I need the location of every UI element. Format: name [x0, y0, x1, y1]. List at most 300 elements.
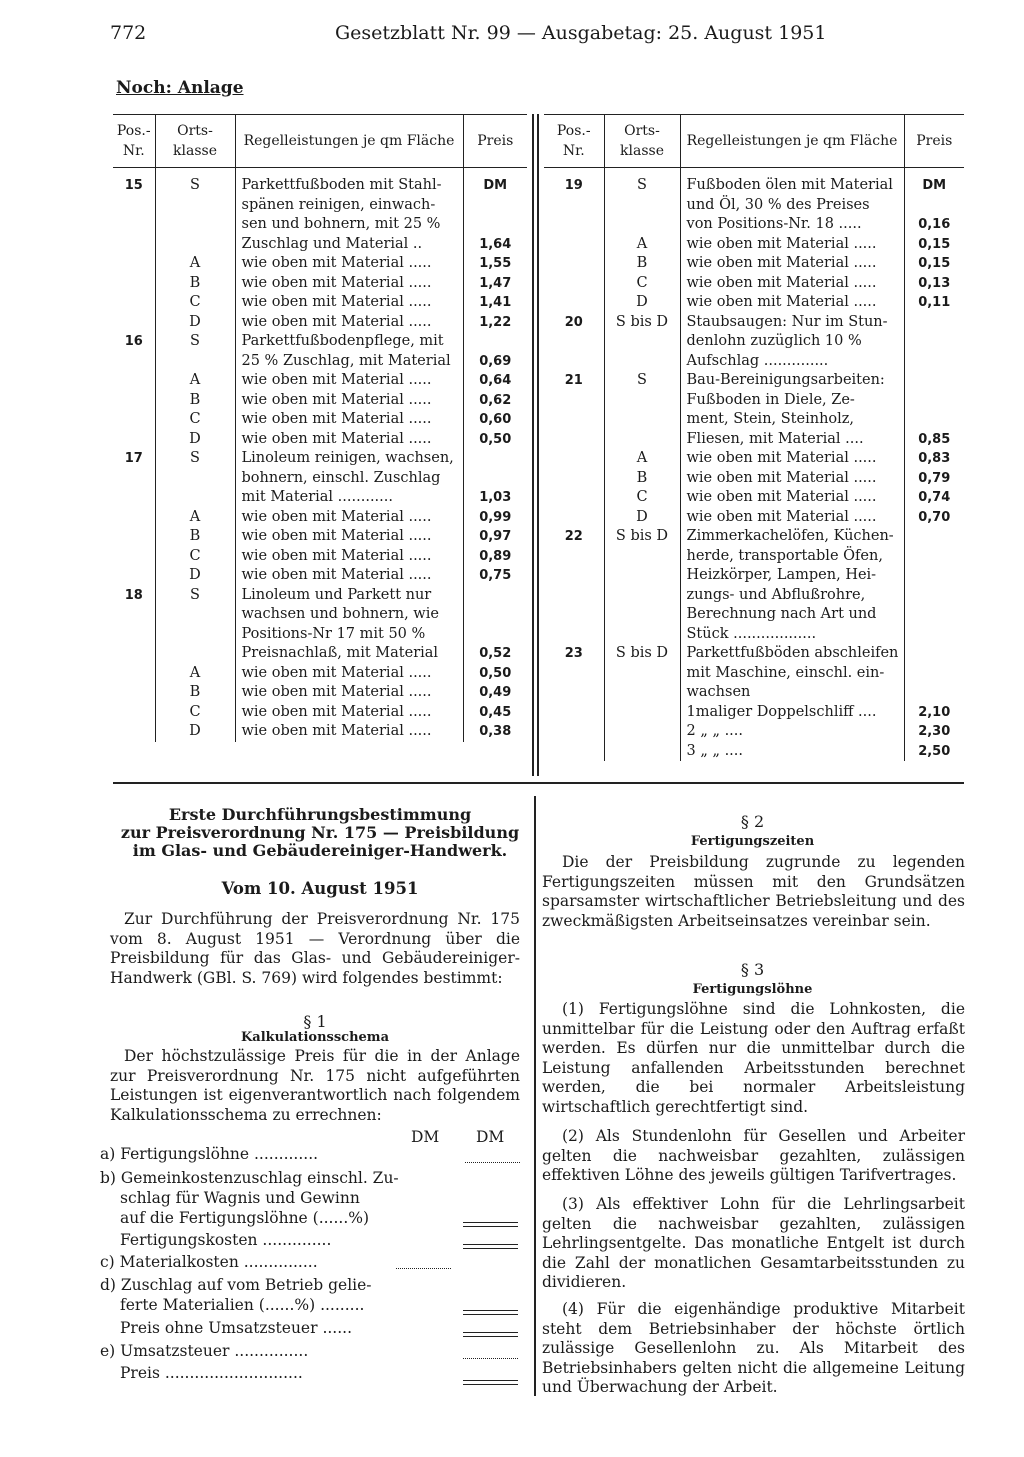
leistung-text: wie oben mit Material .....	[680, 508, 904, 528]
decree-date: Vom 10. August 1951	[221, 879, 419, 898]
preis-value: DM	[463, 176, 527, 196]
pos-number	[544, 215, 604, 235]
leistung-text: wie oben mit Material .....	[235, 430, 463, 450]
ortsklasse: C	[155, 703, 235, 723]
ortsklasse	[604, 430, 680, 450]
pos-number	[113, 664, 155, 684]
ortsklasse: B	[155, 527, 235, 547]
pos-number	[544, 625, 604, 645]
fill-line	[463, 1358, 518, 1359]
preis-value	[904, 352, 964, 372]
pos-number: 16	[124, 334, 143, 349]
table-row	[544, 664, 964, 684]
kalk-row-preis-ohne-ust: Preis ohne Umsatzsteuer ......	[120, 1319, 353, 1337]
pos-number	[544, 410, 604, 430]
leistung-text: Fußboden ölen mit Material	[680, 176, 904, 196]
ortsklasse: S	[604, 176, 680, 196]
section-1-text: Der höchstzulässige Preis für die in der Anlage zur Preisverordnung Nr. 175 nicht aufgeführten Leistungen ist eigenverantwortlich nach folgendem Kalkulationsschema zu errechnen:	[110, 1047, 520, 1124]
preis-value: 1,55	[463, 254, 527, 274]
preis-value	[904, 410, 964, 430]
pos-number	[113, 683, 155, 703]
ortsklasse: S	[155, 586, 235, 606]
pos-number	[113, 254, 155, 274]
ortsklasse	[155, 196, 235, 216]
table-header-row	[544, 115, 964, 168]
pos-number	[113, 722, 155, 742]
preis-value: 0,16	[904, 215, 964, 235]
ortsklasse: C	[155, 410, 235, 430]
pos-number	[544, 547, 604, 567]
preis-value: 0,11	[904, 293, 964, 313]
section-2-number: § 2	[740, 812, 765, 831]
preis-value: 2,30	[904, 722, 964, 742]
kalk-row-c: c) Materialkosten ...............	[100, 1253, 318, 1271]
leistung-text: Berechnung nach Art und	[680, 605, 904, 625]
table-row	[113, 508, 527, 528]
preis-value	[463, 469, 527, 489]
pos-number	[544, 469, 604, 489]
pos-number	[544, 332, 604, 352]
preis-value	[904, 644, 964, 664]
table-row	[544, 566, 964, 586]
table-row	[544, 215, 964, 235]
preis-value: 0,45	[463, 703, 527, 723]
kalk-row-d1: d) Zuschlag auf vom Betrieb gelie-	[100, 1276, 372, 1294]
leistung-text: wie oben mit Material .....	[235, 683, 463, 703]
leistung-text: wie oben mit Material .....	[235, 410, 463, 430]
section-2-title: Fertigungszeiten	[690, 834, 815, 849]
table-row	[544, 352, 964, 372]
ortsklasse: S bis D	[604, 644, 680, 664]
ortsklasse	[604, 391, 680, 411]
ortsklasse	[604, 332, 680, 352]
ortsklasse: C	[604, 274, 680, 294]
preis-value: 0,38	[463, 722, 527, 742]
preis-value: 2,50	[904, 742, 964, 762]
preis-value	[463, 196, 527, 216]
leistung-text: wie oben mit Material .....	[235, 274, 463, 294]
preis-value: 1,22	[463, 313, 527, 333]
spacer-row	[113, 168, 527, 177]
preis-value: 0,15	[904, 235, 964, 255]
preis-value: 0,74	[904, 488, 964, 508]
table-row	[113, 352, 527, 372]
leistung-text: wie oben mit Material .....	[235, 664, 463, 684]
leistung-text: sen und bohnern, mit 25 %	[235, 215, 463, 235]
pos-number	[544, 391, 604, 411]
ortsklasse: S	[155, 449, 235, 469]
preis-value	[904, 566, 964, 586]
fill-line	[396, 1268, 451, 1269]
table-row	[544, 625, 964, 645]
preis-value	[904, 547, 964, 567]
leistung-text: Aufschlag ..............	[680, 352, 904, 372]
preis-value	[904, 371, 964, 391]
pos-number	[544, 722, 604, 742]
section-3-paragraph-4: (4) Für die eigenhändige produktive Mitarbeit steht dem Betriebsinhaber der höchste örtlich zulässige Gesellenlohn zu. Als Mitarbeit des Betriebsinhabers gelten nicht die allgemeine Leitung und Überwachung der Arbeit.	[542, 1300, 965, 1396]
fill-line	[465, 1162, 520, 1163]
price-table-right	[544, 114, 964, 761]
preis-value: 0,15	[904, 254, 964, 274]
table-row	[113, 586, 527, 606]
preis-value	[463, 215, 527, 235]
table-row	[544, 313, 964, 333]
ortsklasse	[604, 547, 680, 567]
pos-number	[544, 488, 604, 508]
preis-value	[463, 449, 527, 469]
preis-value	[904, 625, 964, 645]
ortsklasse	[604, 352, 680, 372]
leistung-text: wie oben mit Material .....	[235, 254, 463, 274]
header-preis: Preis	[904, 115, 964, 168]
ortsklasse	[155, 625, 235, 645]
ortsklasse: D	[155, 722, 235, 742]
leistung-text: Stück ..................	[680, 625, 904, 645]
leistung-text: denlohn zuzüglich 10 %	[680, 332, 904, 352]
preis-value	[463, 625, 527, 645]
preis-value	[463, 605, 527, 625]
table-row	[113, 488, 527, 508]
leistung-text: Staubsaugen: Nur im Stun-	[680, 313, 904, 333]
section-3-paragraph-1: (1) Fertigungslöhne sind die Lohnkosten, die unmittelbar für die Leistung oder den Auftrag erfaßt werden. Es dürfen nur die unmittelbar durch die Leistung anfallenden Arbeitsstunden berechnet werden, die bei normaler Arbeitsleistung wirtschaftlich gerechtfertigt sind.	[542, 1000, 965, 1116]
table-row	[113, 176, 527, 196]
leistung-text: mit Maschine, einschl. ein-	[680, 664, 904, 684]
ortsklasse: A	[155, 254, 235, 274]
table-row	[113, 625, 527, 645]
preis-value	[904, 605, 964, 625]
ortsklasse	[155, 469, 235, 489]
table-row	[113, 566, 527, 586]
ortsklasse	[604, 586, 680, 606]
pos-number	[113, 605, 155, 625]
preis-value: 0,89	[463, 547, 527, 567]
pos-number	[113, 547, 155, 567]
ortsklasse: A	[604, 235, 680, 255]
pos-number	[544, 449, 604, 469]
ortsklasse	[604, 664, 680, 684]
table-row	[544, 176, 964, 196]
table-row	[544, 644, 964, 664]
preis-value	[463, 332, 527, 352]
preis-value: 1,03	[463, 488, 527, 508]
section-2-text: Die der Preisbildung zugrunde zu legenden Fertigungszeiten müssen mit den Grundsätzen sparsamster wirtschaftlicher Betriebsleitung und des zweckmäßigsten Arbeitseinsatzes vereinbar sein.	[542, 853, 965, 930]
kalk-row-a: a) Fertigungslöhne .............	[100, 1145, 319, 1163]
table-row	[113, 683, 527, 703]
pos-number	[113, 410, 155, 430]
sum-line	[463, 1310, 518, 1315]
header-ortsklasse: Orts- klasse	[604, 115, 680, 168]
leistung-text: Fußboden in Diele, Ze-	[680, 391, 904, 411]
table-row	[544, 527, 964, 547]
preis-value	[904, 391, 964, 411]
section-1-title: Kalkulationsschema	[240, 1030, 389, 1045]
leistung-text: 2 „ „ ....	[680, 722, 904, 742]
header-pos: Pos.- Nr.	[113, 115, 155, 168]
preis-value: 2,10	[904, 703, 964, 723]
table-row	[113, 469, 527, 489]
preis-value: 0,97	[463, 527, 527, 547]
sum-line	[463, 1332, 518, 1337]
ortsklasse: A	[155, 508, 235, 528]
pos-number	[544, 664, 604, 684]
preis-value: 1,47	[463, 274, 527, 294]
preis-value: 0,50	[463, 430, 527, 450]
ortsklasse: B	[155, 274, 235, 294]
leistung-text: wie oben mit Material .....	[235, 547, 463, 567]
table-row	[544, 547, 964, 567]
pos-number	[544, 586, 604, 606]
pos-number	[113, 644, 155, 664]
pos-number	[544, 683, 604, 703]
leistung-text: Parkettfußbodenpflege, mit	[235, 332, 463, 352]
ortsklasse: B	[155, 683, 235, 703]
preis-value	[904, 527, 964, 547]
section-3-title: Fertigungslöhne	[692, 982, 813, 997]
ortsklasse	[604, 566, 680, 586]
header-regelleistungen: Regelleistungen je qm Fläche	[235, 115, 463, 168]
header-pos: Pos.- Nr.	[544, 115, 604, 168]
table-row	[113, 332, 527, 352]
table-row	[113, 196, 527, 216]
ortsklasse: C	[155, 547, 235, 567]
table-row	[113, 313, 527, 333]
ortsklasse: B	[155, 391, 235, 411]
leistung-text: mit Material ............	[235, 488, 463, 508]
table-row	[113, 274, 527, 294]
pos-number	[113, 235, 155, 255]
pos-number	[113, 703, 155, 723]
decree-title-line: im Glas- und Gebäudereiniger-Handwerk.	[132, 841, 508, 860]
ortsklasse: S	[155, 332, 235, 352]
leistung-text: zungs- und Abflußrohre,	[680, 586, 904, 606]
pos-number	[113, 371, 155, 391]
preis-value	[463, 586, 527, 606]
ortsklasse: A	[155, 664, 235, 684]
page-number: 772	[110, 22, 147, 44]
pos-number	[544, 254, 604, 274]
table-row	[544, 371, 964, 391]
pos-number	[113, 430, 155, 450]
pos-number	[113, 352, 155, 372]
section-3-paragraph-3: (3) Als effektiver Lohn für die Lehrlingsarbeit gelten die nachweisbar gezahlten, zulässigen Lehrlingsentgelte. Das monatliche Entgelt ist durch die Zahl der monatlichen Gesamtarbeitsstunden zu dividieren.	[542, 1195, 965, 1291]
leistung-text: Zuschlag und Material ..	[235, 235, 463, 255]
pos-number	[544, 566, 604, 586]
text-column-divider	[534, 796, 536, 1396]
leistung-text: wie oben mit Material .....	[680, 235, 904, 255]
leistung-text: Zimmerkachelöfen, Küchen-	[680, 527, 904, 547]
pos-number	[113, 391, 155, 411]
pos-number: 22	[564, 529, 583, 544]
preis-value: 0,50	[463, 664, 527, 684]
preis-value: 0,69	[463, 352, 527, 372]
leistung-text: wie oben mit Material .....	[235, 527, 463, 547]
table-row	[544, 293, 964, 313]
table-bottom-rule	[113, 782, 964, 784]
table-row	[544, 254, 964, 274]
table-row	[113, 664, 527, 684]
table-row	[113, 410, 527, 430]
table-row	[544, 605, 964, 625]
leistung-text: 25 % Zuschlag, mit Material	[235, 352, 463, 372]
decree-intro: Zur Durchführung der Preisverordnung Nr. 175 vom 8. August 1951 — Verordnung über die Preisbildung für das Glas- und Gebäudereiniger-Handwerk (GBl. S. 769) wird folgendes bestimmt:	[110, 910, 520, 987]
ortsklasse	[604, 625, 680, 645]
ortsklasse: D	[155, 566, 235, 586]
leistung-text: wie oben mit Material .....	[680, 488, 904, 508]
leistung-text: Preisnachlaß, mit Material	[235, 644, 463, 664]
ortsklasse	[155, 488, 235, 508]
preis-value: 1,41	[463, 293, 527, 313]
pos-number	[113, 215, 155, 235]
pos-number	[544, 293, 604, 313]
kalk-col-dm-1: DM	[411, 1128, 440, 1146]
table-row	[544, 488, 964, 508]
ortsklasse	[155, 215, 235, 235]
preis-value	[904, 196, 964, 216]
preis-value	[904, 332, 964, 352]
preis-value: 0,60	[463, 410, 527, 430]
leistung-text: Linoleum reinigen, wachsen,	[235, 449, 463, 469]
ortsklasse: A	[604, 449, 680, 469]
table-column-divider	[537, 114, 539, 776]
pos-number	[544, 274, 604, 294]
leistung-text: 3 „ „ ....	[680, 742, 904, 762]
leistung-text: Bau-Bereinigungsarbeiten:	[680, 371, 904, 391]
sum-line	[463, 1222, 518, 1227]
leistung-text: und Öl, 30 % des Preises	[680, 196, 904, 216]
pos-number: 20	[564, 314, 583, 330]
leistung-text: Linoleum und Parkett nur	[235, 586, 463, 606]
preis-value: 0,85	[904, 430, 964, 450]
ortsklasse: D	[155, 313, 235, 333]
leistung-text: spänen reinigen, einwach-	[235, 196, 463, 216]
table-row	[544, 332, 964, 352]
table-row	[113, 215, 527, 235]
pos-number	[113, 527, 155, 547]
ortsklasse	[604, 722, 680, 742]
table-row	[544, 449, 964, 469]
ortsklasse: S	[604, 371, 680, 391]
anlage-title: Noch: Anlage	[116, 78, 244, 98]
table-row	[113, 722, 527, 742]
leistung-text: wachsen	[680, 683, 904, 703]
table-row	[544, 274, 964, 294]
leistung-text: wie oben mit Material .....	[235, 313, 463, 333]
pos-number: 15	[124, 178, 143, 193]
leistung-text: wie oben mit Material .....	[235, 566, 463, 586]
leistung-text: ment, Stein, Steinholz,	[680, 410, 904, 430]
table-column-divider	[532, 114, 534, 776]
section-3-number: § 3	[740, 960, 765, 979]
kalk-row-b2: schlag für Wagnis und Gewinn	[120, 1189, 360, 1207]
leistung-text: Fliesen, mit Material ....	[680, 430, 904, 450]
leistung-text: wie oben mit Material .....	[680, 254, 904, 274]
ortsklasse	[604, 605, 680, 625]
table-row	[113, 547, 527, 567]
leistung-text: bohnern, einschl. Zuschlag	[235, 469, 463, 489]
pos-number	[544, 742, 604, 762]
kalk-row-preis: Preis ............................	[120, 1364, 303, 1382]
table-row	[113, 605, 527, 625]
ortsklasse	[604, 683, 680, 703]
leistung-text: wie oben mit Material .....	[235, 293, 463, 313]
table-row	[113, 254, 527, 274]
leistung-text: 1maliger Doppelschliff ....	[680, 703, 904, 723]
leistung-text: herde, transportable Öfen,	[680, 547, 904, 567]
pos-number	[113, 313, 155, 333]
leistung-text: wie oben mit Material .....	[680, 293, 904, 313]
header-ortsklasse: Orts- klasse	[155, 115, 235, 168]
preis-value: 0,83	[904, 449, 964, 469]
decree-title	[115, 806, 525, 860]
ortsklasse	[155, 235, 235, 255]
table-row	[544, 410, 964, 430]
preis-value	[904, 683, 964, 703]
leistung-text: wie oben mit Material .....	[680, 274, 904, 294]
table-row	[544, 683, 964, 703]
leistung-text: Positions-Nr 17 mit 50 %	[235, 625, 463, 645]
ortsklasse: B	[604, 469, 680, 489]
table-row	[544, 722, 964, 742]
header-regelleistungen: Regelleistungen je qm Fläche	[680, 115, 904, 168]
pos-number: 21	[564, 373, 583, 388]
pos-number	[544, 235, 604, 255]
preis-value: 1,64	[463, 235, 527, 255]
ortsklasse: S bis D	[604, 527, 680, 547]
kalk-row-b1: b) Gemeinkostenzuschlag einschl. Zu-	[100, 1169, 399, 1187]
ortsklasse	[604, 196, 680, 216]
leistung-text: wie oben mit Material .....	[680, 449, 904, 469]
leistung-text: Parkettfußboden mit Stahl-	[235, 176, 463, 196]
kalk-row-d2: ferte Materialien (......%) .........	[120, 1296, 365, 1314]
table-row	[113, 293, 527, 313]
table-row	[113, 371, 527, 391]
pos-number	[113, 274, 155, 294]
table-row	[113, 235, 527, 255]
table-row	[544, 196, 964, 216]
table-header-row	[113, 115, 527, 168]
pos-number	[113, 566, 155, 586]
section-3-paragraph-2: (2) Als Stundenlohn für Gesellen und Arbeiter gelten die nachweisbar gezahlten, zulässigen effektiven Löhne des jeweils gültigen Tarifvertrages.	[542, 1127, 965, 1184]
leistung-text: Heizkörper, Lampen, Hei-	[680, 566, 904, 586]
decree-title-line: Erste Durchführungsbestimmung	[168, 805, 472, 824]
leistung-text: wie oben mit Material .....	[235, 508, 463, 528]
ortsklasse	[155, 605, 235, 625]
section-1-number: § 1	[303, 1012, 327, 1031]
ortsklasse	[604, 742, 680, 762]
table-row	[113, 430, 527, 450]
table-row	[544, 430, 964, 450]
ortsklasse: D	[604, 293, 680, 313]
leistung-text: wie oben mit Material .....	[680, 469, 904, 489]
preis-value: 0,70	[904, 508, 964, 528]
ortsklasse	[604, 703, 680, 723]
page-header-title: Gesetzblatt Nr. 99 — Ausgabetag: 25. August 1951	[335, 22, 827, 44]
pos-number: 18	[124, 587, 143, 603]
table-row	[544, 235, 964, 255]
preis-value: 0,75	[463, 566, 527, 586]
pos-number	[544, 430, 604, 450]
pos-number	[113, 488, 155, 508]
leistung-text: wachsen und bohnern, wie	[235, 605, 463, 625]
table-row	[544, 586, 964, 606]
ortsklasse: D	[155, 430, 235, 450]
kalk-col-dm-2: DM	[476, 1128, 505, 1146]
preis-value: 0,13	[904, 274, 964, 294]
table-row	[544, 742, 964, 762]
pos-number	[113, 293, 155, 313]
table-row	[113, 527, 527, 547]
preis-value: 0,52	[463, 644, 527, 664]
